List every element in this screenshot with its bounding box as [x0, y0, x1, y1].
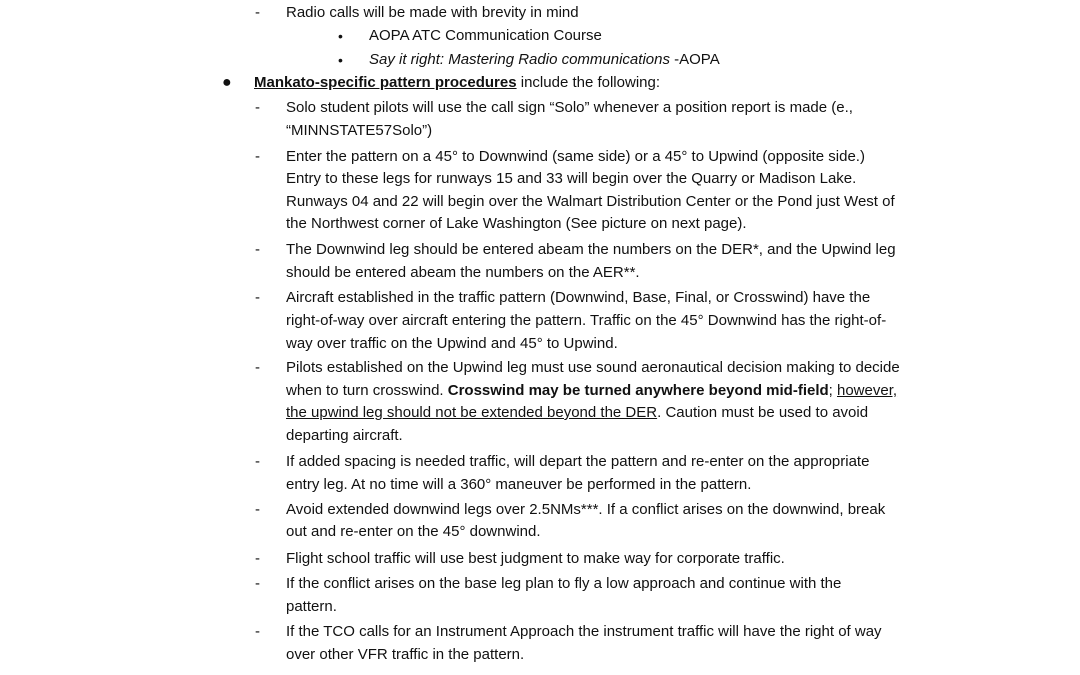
list-dash: - [255, 575, 260, 592]
list-dash: - [255, 289, 260, 306]
list-dash: - [255, 623, 260, 640]
item-5-line-2-c: ; [828, 382, 837, 399]
say-it-right-source: -AOPA [669, 51, 720, 68]
mankato-heading-rest: include the following: [516, 74, 661, 91]
aopa-course-text: AOPA ATC Communication Course [369, 27, 602, 44]
item-7-line-2: out and re-enter on the 45° downwind. [286, 523, 541, 540]
item-2-line-3: Runways 04 and 22 will begin over the Walmart Distribution Center or the Pond just West of [286, 193, 895, 210]
item-5-upwind-underline: the upwind leg should not be extended beyond the DER [286, 404, 658, 421]
main-bullet: ● [222, 74, 232, 91]
item-2-line-2: Entry to these legs for runways 15 and 33 will begin over the Quarry or Madison Lake. [286, 170, 857, 187]
item-3-line-2: should be entered abeam the numbers on the AER**. [286, 264, 640, 281]
item-2-line-4: the Northwest corner of Lake Washington (See picture on next page). [286, 215, 747, 232]
item-2-line-1: Enter the pattern on a 45° to Downwind (same side) or a 45° to Upwind (opposite side.) [286, 148, 865, 165]
list-dash: - [255, 99, 260, 116]
item-6-line-2: entry leg. At no time will a 360° maneuver be performed in the pattern. [286, 476, 752, 493]
radio-calls-text: Radio calls will be made with brevity in mind [286, 4, 579, 21]
item-1-line-2: “MINNSTATE57Solo”) [286, 122, 433, 139]
say-it-right-text [369, 50, 720, 70]
list-dash: - [255, 501, 260, 518]
list-dash: - [255, 241, 260, 258]
item-5-line-2 [286, 381, 897, 401]
item-9-line-2: pattern. [286, 598, 337, 615]
sub-bullet: • [338, 28, 343, 44]
mankato-heading [254, 73, 660, 93]
list-dash: - [255, 4, 260, 21]
item-5-line-3-b: . Caution must be used to avoid [657, 404, 869, 421]
item-3-line-1: The Downwind leg should be entered abeam the numbers on the DER*, and the Upwind leg [286, 241, 896, 258]
list-dash: - [255, 550, 260, 567]
item-5-crosswind-bold: Crosswind may be turned anywhere beyond mid-field [447, 382, 829, 399]
item-10-line-2: over other VFR traffic in the pattern. [286, 646, 525, 663]
item-1-line-1: Solo student pilots will use the call sign “Solo” whenever a position report is made (e., [286, 99, 853, 116]
item-5-however: however, [837, 382, 898, 399]
list-dash: - [255, 453, 260, 470]
sub-bullet: • [338, 52, 343, 68]
item-5-line-4: departing aircraft. [286, 427, 403, 444]
say-it-right-title: Say it right: Mastering Radio communications [369, 51, 670, 68]
item-7-line-1: Avoid extended downwind legs over 2.5NMs***. If a conflict arises on the downwind, break [286, 501, 886, 518]
item-8-line-1: Flight school traffic will use best judgment to make way for corporate traffic. [286, 550, 785, 567]
item-5-line-3 [286, 403, 868, 423]
list-dash: - [255, 359, 260, 376]
mankato-heading-title: Mankato-specific pattern procedures [254, 74, 517, 91]
item-5-line-2-a: when to turn crosswind. [286, 382, 448, 399]
item-4-line-3: way over traffic on the Upwind and 45° to Upwind. [286, 335, 618, 352]
item-4-line-2: right-of-way over aircraft entering the pattern. Traffic on the 45° Downwind has the right-of- [286, 312, 887, 329]
item-4-line-1: Aircraft established in the traffic pattern (Downwind, Base, Final, or Crosswind) have the [286, 289, 871, 306]
item-6-line-1: If added spacing is needed traffic, will depart the pattern and re-enter on the appropriate [286, 453, 870, 470]
list-dash: - [255, 148, 260, 165]
item-9-line-1: If the conflict arises on the base leg plan to fly a low approach and continue with the [286, 575, 842, 592]
item-5-line-1: Pilots established on the Upwind leg must use sound aeronautical decision making to decide [286, 359, 900, 376]
item-10-line-1: If the TCO calls for an Instrument Approach the instrument traffic will have the right of way [286, 623, 882, 640]
